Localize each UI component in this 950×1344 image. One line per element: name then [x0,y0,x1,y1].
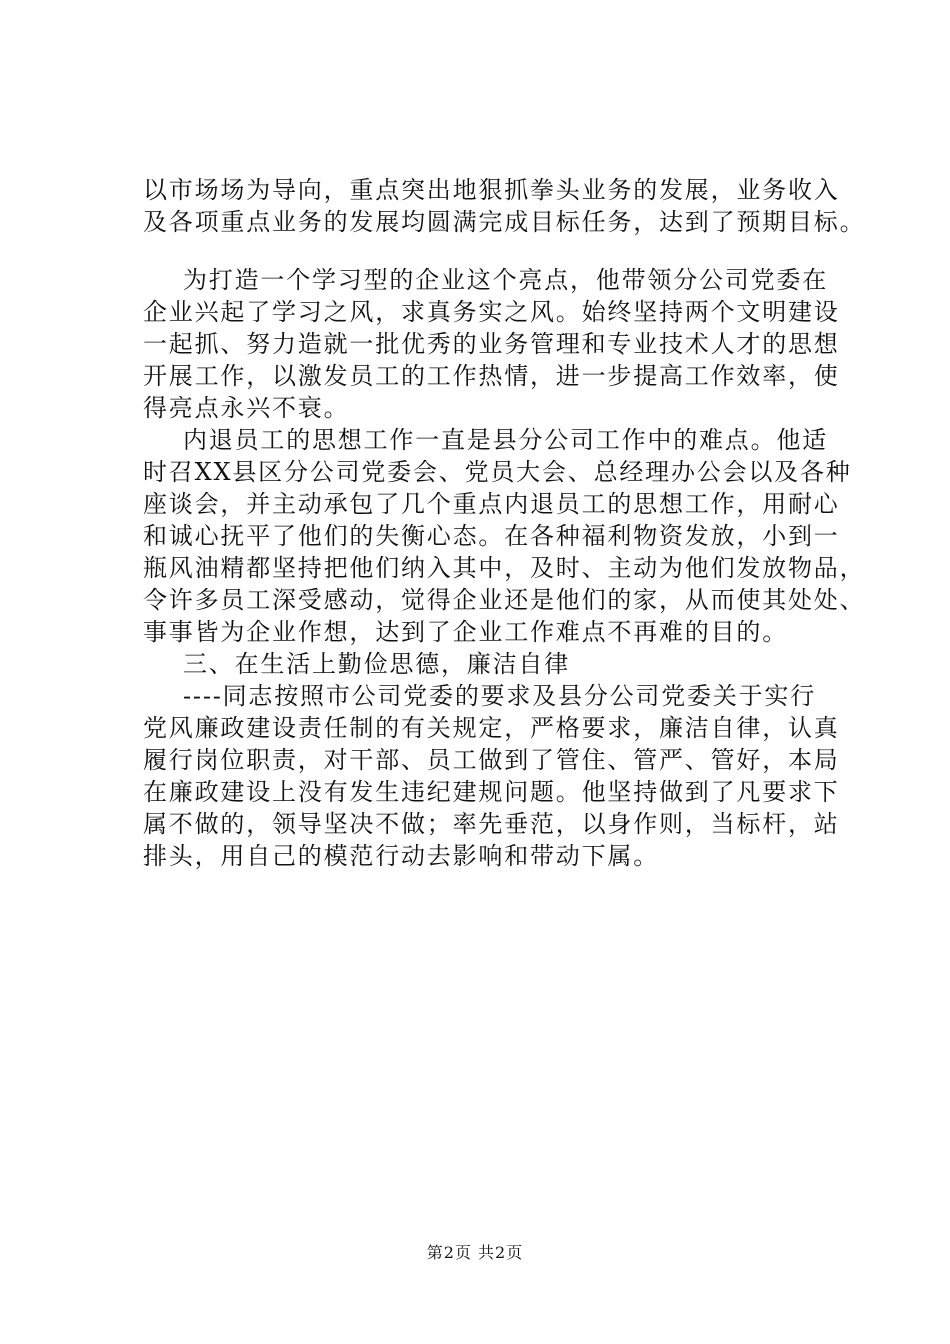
paragraph-4 [143,680,840,872]
paragraph-line: 为打造一个学习型的企业这个亮点，他带领分公司党委在 [183,266,828,294]
paragraph-line: 令许多员工深受感动，觉得企业还是他们的家，从而使其处处、 [143,586,866,614]
paragraph-line: 在廉政建设上没有发生违纪建规问题。他坚持做到了凡要求下 [143,778,840,806]
paragraph-gap [143,238,833,264]
section-heading [143,648,833,680]
paragraph-2 [143,264,840,424]
paragraph-line: 党风廉政建设责任制的有关规定，严格要求，廉洁自律，认真 [143,714,840,742]
paragraph-line: 以市场场为导向，重点突出地狠抓拳头业务的发展，业务收入 [143,176,840,204]
paragraph-line: 内退员工的思想工作一直是县分公司工作中的难点。他适 [183,426,828,454]
paragraph-line: 一起抓、努力造就一批优秀的业务管理和专业技术人才的思想 [143,330,840,358]
paragraph-line: 和诚心抚平了他们的失衡心态。在各种福利物资发放，小到一 [143,522,840,550]
paragraph-line: 瓶风油精都坚持把他们纳入其中，及时、主动为他们发放物品， [143,554,866,582]
section-heading-text: 三、在生活上勤俭思德，廉洁自律 [183,650,570,678]
paragraph-line: ----同志按照市公司党委的要求及县分公司党委关于实行 [183,682,817,710]
paragraph-line: 企业兴起了学习之风，求真务实之风。始终坚持两个文明建设 [143,298,840,326]
paragraph-line: 履行岗位职责，对干部、员工做到了管住、管严、管好，本局 [143,746,840,774]
paragraph-line: 排头，用自己的模范行动去影响和带动下属。 [143,842,659,870]
document-body [143,174,866,872]
paragraph-line: 事事皆为企业作想，达到了企业工作难点不再难的目的。 [143,618,788,646]
paragraph-line: 属不做的，领导坚决不做；率先垂范，以身作则，当标杆，站 [143,810,840,838]
paragraph-line: 开展工作，以激发员工的工作热情，进一步提高工作效率，使 [143,362,840,390]
paragraph-line: 时召XX县区分公司党委会、党员大会、总经理办公会以及各种 [143,458,852,486]
page-footer: 第2页 共2页 [426,1243,524,1262]
paragraph-line: 得亮点永兴不衰。 [143,394,350,422]
paragraph-line: 及各项重点业务的发展均圆满完成目标任务，达到了预期目标。 [143,208,866,236]
paragraph-1 [143,174,866,238]
paragraph-line: 座谈会，并主动承包了几个重点内退员工的思想工作，用耐心 [143,490,840,518]
paragraph-3 [143,424,866,648]
